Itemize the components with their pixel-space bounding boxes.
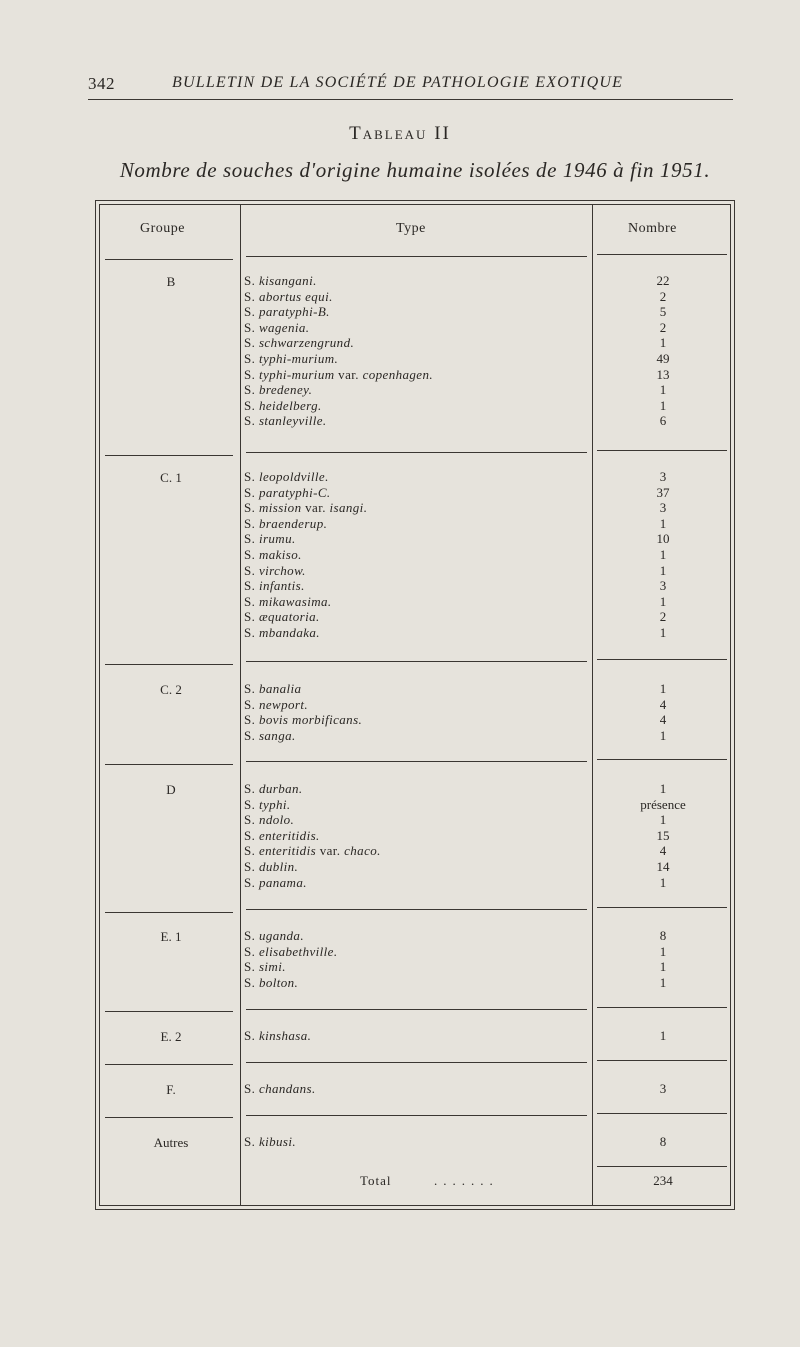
genus-abbrev: S. (244, 515, 256, 531)
row-separator (597, 907, 727, 908)
row-separator (246, 1009, 587, 1010)
group-label-e1: E. 1 (160, 929, 182, 944)
serotype-name: durban. (258, 781, 303, 796)
type-row (244, 367, 433, 383)
count-cell: 14 (656, 858, 670, 874)
genus-abbrev: S. (244, 273, 256, 288)
row-separator (597, 659, 727, 660)
count-cell: 1 (659, 943, 667, 959)
group-label-d: D (166, 782, 176, 797)
page-number: 342 (88, 74, 115, 93)
type-row (244, 351, 433, 367)
serotype-name: bovis morbificans. (258, 712, 363, 728)
count-cell: 8 (659, 1134, 667, 1149)
total-rule (597, 1166, 727, 1167)
count-cell: 4 (659, 843, 667, 859)
type-row (244, 578, 367, 594)
variety-abbrev: var. (305, 500, 326, 516)
row-separator (105, 664, 233, 665)
type-row (244, 944, 338, 960)
serotype-name: dublin. (258, 858, 299, 874)
count-list-f (596, 1081, 730, 1097)
serotype-name: chandans. (258, 1081, 316, 1096)
serotype-name: bolton. (258, 974, 299, 990)
count-cell: 49 (656, 350, 670, 366)
genus-abbrev: S. (244, 413, 256, 429)
type-row (244, 959, 338, 975)
serotype-name: panama. (258, 874, 307, 890)
serotype-name: ndolo. (258, 812, 295, 828)
running-head (88, 74, 733, 98)
type-row (244, 781, 381, 797)
table-title: Tableau II (349, 123, 451, 144)
count-cell: 1 (659, 593, 667, 609)
genus-abbrev: S. (244, 350, 256, 366)
serotype-name: mbandaka. (258, 624, 320, 640)
row-separator (597, 450, 727, 451)
count-cell: 1 (659, 781, 667, 796)
genus-abbrev: S. (244, 1081, 256, 1096)
count-cell: 10 (656, 531, 670, 547)
column-header-group: Groupe (140, 221, 185, 236)
type-list-f (244, 1081, 316, 1097)
journal-title: BULLETIN DE LA SOCIÉTÉ DE PATHOLOGIE EXOTIQUE (172, 74, 624, 91)
type-list-b (244, 273, 433, 429)
type-row (244, 273, 433, 289)
genus-abbrev: S. (244, 609, 256, 625)
type-row (244, 304, 433, 320)
count-cell: 37 (656, 484, 670, 500)
genus-abbrev: S. (244, 827, 256, 843)
type-row (244, 382, 433, 398)
row-separator (105, 455, 233, 456)
serotype-name: irumu. (258, 531, 296, 547)
count-cell: 3 (659, 1081, 667, 1096)
type-row (244, 797, 381, 813)
row-separator (105, 764, 233, 765)
row-separator (246, 1062, 587, 1063)
type-row (244, 928, 338, 944)
count-cell: 3 (659, 469, 667, 484)
serotype-name: æquatoria. (258, 609, 320, 625)
count-cell: 1 (659, 974, 667, 990)
row-separator (246, 1115, 587, 1116)
group-label-c1: C. 1 (160, 470, 182, 485)
serotype-name: enteritidis. (258, 827, 320, 843)
row-separator (597, 1060, 727, 1061)
column-header-type: Type (396, 221, 426, 236)
genus-abbrev: S. (244, 727, 256, 743)
type-row (244, 843, 381, 859)
row-separator (246, 256, 587, 257)
type-row (244, 320, 433, 336)
header-rule (88, 99, 733, 100)
column-header-count: Nombre (628, 221, 677, 236)
serotype-name: elisabethville. (258, 943, 338, 959)
column-divider-group (240, 204, 241, 1206)
count-list-b (596, 273, 730, 429)
genus-abbrev: S. (244, 1028, 256, 1043)
row-separator (105, 1064, 233, 1065)
genus-abbrev: S. (244, 304, 256, 320)
variety-name: chaco. (344, 843, 381, 859)
type-list-e1 (244, 928, 338, 990)
count-cell: 1 (659, 624, 667, 640)
genus-abbrev: S. (244, 319, 256, 335)
count-cell: 1 (659, 546, 667, 562)
genus-abbrev: S. (244, 397, 256, 413)
type-row (244, 547, 367, 563)
variety-abbrev: var. (319, 843, 341, 859)
genus-abbrev: S. (244, 366, 256, 382)
serotype-name: bredeney. (258, 382, 313, 398)
genus-abbrev: S. (244, 531, 256, 547)
type-row (244, 728, 362, 744)
serotype-name: typhi-murium (258, 366, 335, 382)
row-separator (105, 1117, 233, 1118)
serotype-name: stanleyville. (258, 413, 327, 429)
type-row (244, 500, 367, 516)
count-cell: 2 (659, 288, 667, 304)
type-row (244, 609, 367, 625)
table-subtitle: Nombre de souches d'origine humaine isolées de 1946 à fin 1951. (119, 158, 711, 182)
count-cell: 1 (659, 681, 667, 696)
count-cell: présence (640, 796, 686, 812)
serotype-name: uganda. (258, 928, 304, 943)
genus-abbrev: S. (244, 484, 256, 500)
serotype-name: sanga. (258, 727, 296, 743)
genus-abbrev: S. (244, 1134, 256, 1149)
genus-abbrev: S. (244, 578, 256, 594)
type-list-autres (244, 1134, 296, 1150)
genus-abbrev: S. (244, 781, 256, 796)
type-row (244, 697, 362, 713)
count-cell: 3 (659, 578, 667, 594)
genus-abbrev: S. (244, 335, 256, 351)
serotype-name: leopoldville. (258, 469, 329, 484)
genus-abbrev: S. (244, 943, 256, 959)
count-cell: 1 (659, 335, 667, 351)
count-list-c1 (596, 469, 730, 641)
row-separator (597, 1007, 727, 1008)
count-list-autres (596, 1134, 730, 1150)
count-list-d (596, 781, 730, 890)
genus-abbrev: S. (244, 874, 256, 890)
count-cell: 1 (659, 1028, 667, 1043)
row-separator (597, 759, 727, 760)
type-list-e2 (244, 1028, 311, 1044)
type-row (244, 516, 367, 532)
column-divider-type (592, 204, 593, 1206)
type-row (244, 289, 433, 305)
count-cell: 15 (656, 827, 670, 843)
genus-abbrev: S. (244, 681, 256, 696)
row-separator (597, 254, 727, 255)
genus-abbrev: S. (244, 712, 256, 728)
total-label: Total (360, 1173, 392, 1188)
serotype-name: wagenia. (258, 319, 310, 335)
group-label-b: B (166, 274, 176, 289)
type-row (244, 712, 362, 728)
type-row (244, 625, 367, 641)
total-leader-dots: ....... (434, 1173, 499, 1188)
genus-abbrev: S. (244, 469, 256, 484)
genus-abbrev: S. (244, 288, 256, 304)
genus-abbrev: S. (244, 696, 256, 712)
genus-abbrev: S. (244, 382, 256, 398)
genus-abbrev: S. (244, 974, 256, 990)
count-cell: 22 (656, 273, 670, 288)
serotype-name: braenderup. (258, 515, 328, 531)
type-row (244, 859, 381, 875)
variety-name: isangi. (329, 500, 368, 516)
row-separator (105, 912, 233, 913)
type-row (244, 828, 381, 844)
serotype-name: heidelberg. (258, 397, 322, 413)
variety-name: copenhagen. (362, 366, 434, 382)
type-row (244, 812, 381, 828)
genus-abbrev: S. (244, 546, 256, 562)
serotype-name: abortus equi. (258, 288, 333, 304)
row-separator (105, 1011, 233, 1012)
row-separator (246, 452, 587, 453)
count-cell: 13 (656, 366, 670, 382)
row-separator (246, 661, 587, 662)
count-cell: 5 (659, 304, 667, 320)
genus-abbrev: S. (244, 812, 256, 828)
serotype-name: banalia (258, 681, 302, 696)
count-cell: 1 (659, 727, 667, 743)
count-cell: 2 (659, 319, 667, 335)
serotype-name: kinshasa. (258, 1028, 312, 1043)
count-cell: 4 (659, 712, 667, 728)
type-row (244, 875, 381, 891)
type-list-c2 (244, 681, 362, 743)
group-label-c2: C. 2 (160, 682, 182, 697)
type-row (244, 413, 433, 429)
genus-abbrev: S. (244, 928, 256, 943)
count-cell: 1 (659, 515, 667, 531)
serotype-name: mission (258, 500, 302, 516)
type-row (244, 681, 362, 697)
row-separator (246, 761, 587, 762)
count-cell: 1 (659, 397, 667, 413)
serotype-name: newport. (258, 696, 308, 712)
serotype-name: schwarzengrund. (258, 335, 355, 351)
type-row (244, 531, 367, 547)
type-row (244, 335, 433, 351)
count-list-e2 (596, 1028, 730, 1044)
serotype-name: kisangani. (258, 273, 317, 288)
variety-abbrev: var. (338, 366, 359, 382)
type-list-c1 (244, 469, 367, 641)
serotype-name: enteritidis (258, 843, 317, 859)
genus-abbrev: S. (244, 843, 256, 859)
row-separator (246, 909, 587, 910)
serotype-name: virchow. (258, 562, 306, 578)
serotype-name: paratyphi-B. (258, 304, 330, 320)
type-row (244, 1134, 296, 1150)
count-list-e1 (596, 928, 730, 990)
type-row (244, 1081, 316, 1097)
count-cell: 6 (659, 413, 667, 429)
serotype-name: makiso. (258, 546, 302, 562)
count-cell: 1 (659, 812, 667, 828)
count-cell: 1 (659, 959, 667, 975)
type-row (244, 563, 367, 579)
serotype-name: typhi. (258, 796, 291, 812)
group-label-autres: Autres (153, 1135, 189, 1150)
count-cell: 3 (659, 500, 667, 516)
type-row (244, 1028, 311, 1044)
count-cell: 1 (659, 874, 667, 890)
genus-abbrev: S. (244, 858, 256, 874)
group-label-e2: E. 2 (160, 1029, 182, 1044)
serotype-name: infantis. (258, 578, 305, 594)
type-row (244, 398, 433, 414)
type-row (244, 485, 367, 501)
count-cell: 1 (659, 562, 667, 578)
total-value: 234 (653, 1173, 673, 1188)
count-cell: 2 (659, 609, 667, 625)
row-separator (105, 259, 233, 260)
serotype-name: simi. (258, 959, 286, 975)
serotype-name: typhi-murium. (258, 350, 339, 366)
type-row (244, 975, 338, 991)
count-list-c2 (596, 681, 730, 743)
type-row (244, 594, 367, 610)
genus-abbrev: S. (244, 500, 256, 516)
count-cell: 8 (659, 928, 667, 943)
serotype-name: kibusi. (258, 1134, 297, 1149)
row-separator (597, 1113, 727, 1114)
count-cell: 4 (659, 696, 667, 712)
genus-abbrev: S. (244, 562, 256, 578)
group-label-f: F. (166, 1082, 176, 1097)
genus-abbrev: S. (244, 593, 256, 609)
type-row (244, 469, 367, 485)
genus-abbrev: S. (244, 959, 256, 975)
serotype-name: mikawasima. (258, 593, 332, 609)
type-list-d (244, 781, 381, 890)
serotype-name: paratyphi-C. (258, 484, 331, 500)
count-cell: 1 (659, 382, 667, 398)
genus-abbrev: S. (244, 624, 256, 640)
genus-abbrev: S. (244, 796, 256, 812)
